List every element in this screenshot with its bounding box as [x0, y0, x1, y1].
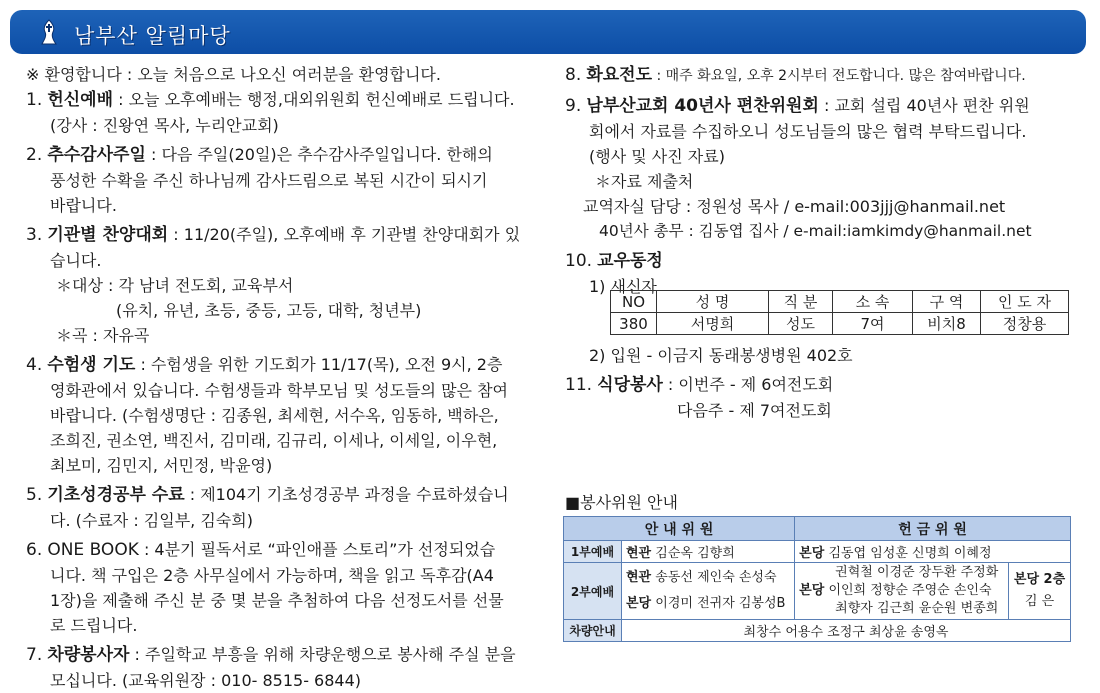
table-row: 차량안내 최창수 어용수 조정구 최상윤 송영옥 [564, 620, 1071, 642]
notice-item-4: 4. 수험생 기도 : 수험생을 위한 기도회가 11/17(목), 오전 9시, 2층 영화관에서 있습니다. 수험생들과 학부모님 및 성도들의 많은 참여 바랍니다. (수험생명단 : 김종원, 최세현, 서수옥, 임동하, 백하은, 조희진, 권소연, 백진서, 김미래, 김규리, 이세나, 이세일, 이우현, 최보미, 김민지, 서민정, 박윤영) [26, 355, 509, 475]
table-row: 380 서명희 성도 7여 비치8 정창용 [611, 313, 1069, 335]
right-column-lower [565, 343, 1075, 423]
notice-item-10: 10. 교우동정 1) 새신자 [565, 248, 1075, 299]
notice-item-3: 3. 기관별 찬양대회 : 11/20(주일), 오후예배 후 기관별 찬양대회가 있 습니다. ＊대상 : 각 남녀 전도회, 교육부서 (유치, 유년, 초등, 중등, 고등, 대학, 청년부) ＊곡 : 자유곡 [26, 225, 521, 345]
notice-heading: 남부산교회 40년사 편찬위원회 [586, 96, 819, 116]
notice-item-6: 6. ONE BOOK : 4분기 필독서로 “파인애플 스토리”가 선정되었습 니다. 책 구입은 2층 사무실에서 가능하며, 책을 읽고 독후감(A4 1장)을 제출해 주신 분 중 몇 분을 추첨하여 다음 선정도서를 선물 로 드립니다. [26, 540, 504, 635]
notice-item-5: 5. 기초성경공부 수료 : 제104기 기초성경공부 과정을 수료하셨습니 다. (수료자 : 김일부, 김숙희) [26, 485, 509, 530]
church-logo-icon [38, 18, 60, 46]
right-column [565, 62, 1075, 299]
table-header-row: NO 성 명 직 분 소 속 구 역 인 도 자 [611, 291, 1069, 313]
notice-heading: 화요전도 [586, 65, 653, 85]
notice-heading: 추수감사주일 [47, 145, 146, 165]
notice-heading: 수험생 기도 [47, 355, 136, 375]
new-member-label: 1) 새신자 [589, 277, 657, 296]
header-banner [10, 10, 1086, 54]
new-member-table [610, 290, 1069, 335]
volunteer-table [563, 516, 1071, 642]
volunteer-header-row: 안 내 위 원 헌 금 위 원 [564, 517, 1071, 541]
notice-item-1: 1. 헌신예배 : 오늘 오후예배는 행정,대외위원회 헌신예배로 드립니다. (강사 : 진왕연 목사, 누리안교회) [26, 90, 515, 135]
notice-item-7: 7. 차량봉사자 : 주일학교 부흥을 위해 차량운행으로 봉사해 주실 분을 모십니다. (교육위원장 : 010- 8515- 6844) [26, 645, 516, 690]
table-row: 2부예배 현관 송동선 제인숙 손성숙 본당 이경미 전귀자 김봉성B 권혁철 이경준 장두환 주정화 본당 이인희 정향순 주영순 손인숙 최향자 김근희 윤순원 변종희 본당 2층 김 은 [564, 563, 1071, 620]
notice-item-11: 11. 식당봉사 : 이번주 - 제 6여전도회 다음주 - 제 7여전도회 [565, 375, 834, 420]
notice-heading: 기초성경공부 수료 [47, 485, 185, 505]
page-title: 남부산 알림마당 [74, 24, 231, 48]
volunteer-section-title: ■봉사위원 안내 [565, 493, 678, 512]
notice-heading: 기관별 찬양대회 [47, 225, 169, 245]
notice-heading: 식당봉사 [597, 375, 663, 395]
notice-item-2: 2. 추수감사주일 : 다음 주일(20일)은 추수감사주일입니다. 한해의 풍성한 수확을 주신 하나님께 감사드림으로 복된 시간이 되시기 바랍니다. [26, 145, 493, 215]
notice-heading: 교우동정 [597, 251, 663, 271]
left-column [26, 62, 538, 693]
hospital-note: 2) 입원 - 이금지 동래봉생병원 402호 [589, 346, 853, 365]
welcome-note: ※ 환영합니다 : 오늘 처음으로 나오신 여러분을 환영합니다. [26, 65, 441, 84]
notice-item-8: 8. 화요전도 : 매주 화요일, 오후 2시부터 전도합니다. 많은 참여바랍니다. [565, 65, 1026, 85]
table-row: 1부예배 현관 김순옥 김향희 본당 김동엽 임성훈 신명희 이혜정 [564, 541, 1071, 563]
notice-item-9: 9. 남부산교회 40년사 편찬위원회 : 교회 설립 40년사 편찬 위원 회에서 자료를 수집하오니 성도님들의 많은 협력 부탁드립니다. (행사 및 사진 자료) ＊자료 제출처 교역자실 담당 : 정원성 목사 / e-mail:003jjj@hanmail.net 40년사 총무 : 김동엽 집사 / e-mail:iamkimdy@hanmail.net [565, 96, 1032, 240]
notice-heading: 헌신예배 [47, 90, 114, 110]
notice-heading: ONE BOOK [47, 540, 139, 560]
notice-heading: 차량봉사자 [47, 645, 130, 665]
